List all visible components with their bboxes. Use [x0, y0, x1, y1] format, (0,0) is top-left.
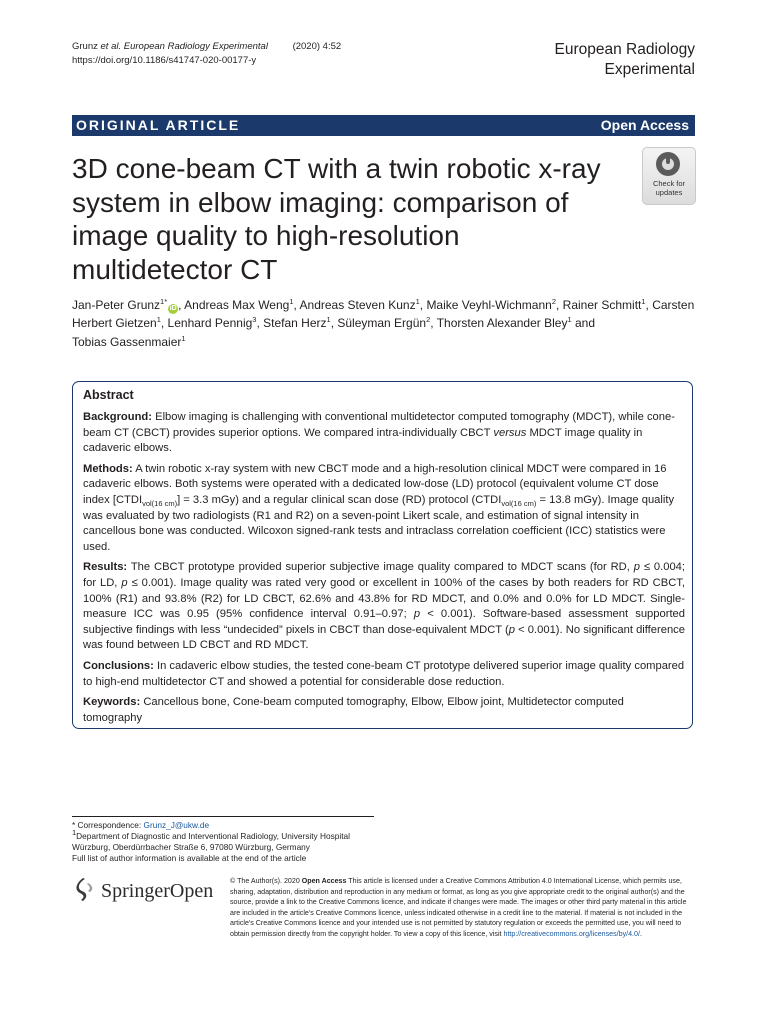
check-for-updates-badge[interactable] — [642, 147, 696, 205]
methods-sub1: vol(16 cm) — [142, 499, 178, 509]
author-affiliation: 2 — [551, 297, 556, 306]
author-affiliation: 1 — [156, 315, 161, 325]
license-end: . — [639, 929, 642, 938]
citation-et-al: et al. — [100, 41, 122, 52]
abstract-conclusions — [83, 659, 685, 690]
author-affiliation: 1 — [641, 297, 646, 306]
abstract-heading: Abstract — [83, 388, 134, 402]
article-type-banner — [72, 115, 695, 136]
author-name[interactable]: Rainer Schmitt — [562, 298, 642, 312]
footnote — [72, 820, 382, 864]
affiliation-text1: Department of Diagnostic and Interventional Radiology, University Hospital — [76, 831, 350, 841]
author-name[interactable]: Lenhard Pennig — [167, 316, 253, 331]
methods-sub2: vol(16 cm) — [501, 499, 537, 509]
author-name[interactable]: Thorsten Alexander Bley — [436, 316, 568, 331]
check-for-updates-label — [643, 180, 695, 197]
author-affiliation: 1 — [415, 297, 420, 306]
full-list-note: Full list of author information is available at the end of the article — [72, 853, 307, 863]
author-name[interactable]: Tobias Gassenmaier — [72, 334, 182, 349]
author-affiliation: 1 — [181, 333, 186, 343]
citation-journal: European Radiology Experimental — [123, 41, 268, 52]
author-list: Jan-Peter Grunz$^{1*}$iD , Andreas Max Weng$^1$, Andreas Steven Kunz$^1$, Maike Veyhl-Wichmann$^2$, Rainer Schmitt$^1$, Carsten Herbert Gietzen$^1$, Lenhard Pennig$^3$, Stefan Herz$^1$, Süleyman Ergün$^2$, Thorsten Alexander Bley$^1$ and Tobias Gassenmaier$^1$ — [72, 297, 695, 349]
author-affiliation: 1 — [326, 315, 331, 325]
author-affiliation: 1 — [567, 315, 572, 325]
orcid-icon[interactable]: iD — [169, 305, 177, 312]
background-text-b: MDCT image quality in cadaveric elbows. — [83, 426, 643, 455]
citation-year-issue: (2020) 4:52 — [292, 41, 342, 52]
affiliation-sup: 1 — [72, 828, 77, 838]
keywords-text: Cancellous bone, Cone-beam computed tomography, Elbow, Elbow joint, Multidetector computed tomography — [83, 696, 624, 724]
badge-line1: Check for — [652, 179, 686, 188]
author-name[interactable]: Maike Veyhl-Wichmann — [426, 298, 552, 312]
results-text-c: ≤ 0.001). Image quality was rated very good or excellent in 100% of the cases by both readers for RD CBCT, 100% (R1) and 93.8% (R2) for LD CBCT, 62.6% and 43.8% for RD MDCT, and 0.0% and 0.0% for LD MDCT. Single-measure ICC was 0.95 (95% confidence interval 0.91–0.97; — [83, 576, 685, 621]
author-name[interactable]: Andreas Max Weng — [184, 298, 290, 312]
license-open-access: Open Access — [301, 877, 347, 885]
journal-name-line1: European Radiology — [554, 41, 695, 58]
license-url-link[interactable]: http://creativecommons.org/licenses/by/4.0/ — [503, 929, 640, 938]
correspondence-line — [72, 820, 382, 831]
abstract-methods — [83, 462, 685, 556]
background-label: Background: — [83, 411, 152, 423]
methods-label: Methods: — [83, 462, 133, 475]
results-p1: p — [633, 561, 640, 574]
conclusions-text: In cadaveric elbow studies, the tested cone-beam CT prototype delivered superior image quality compared to high-end multidetector CT and showed a potential for considerable dose reduction. — [83, 659, 685, 688]
open-access-label: Open Access — [600, 117, 689, 133]
author-affiliation: 3 — [252, 315, 257, 325]
article-type-label: ORIGINAL ARTICLE — [76, 117, 241, 133]
results-label: Results: — [83, 561, 128, 574]
author-name[interactable]: Andreas Steven Kunz — [299, 298, 416, 312]
background-versus: versus — [493, 426, 527, 439]
running-header-citation — [72, 40, 341, 67]
correspondence-email-link[interactable]: Grunz_J@ukw.de — [143, 820, 210, 830]
author-affiliation: 1* — [160, 297, 168, 306]
springer-open-name: SpringerOpen — [101, 880, 214, 902]
results-text-e: < 0.001). No significant difference was found between LD CBCT and RD MDCT. — [83, 623, 685, 652]
article-title: 3D cone-beam CT with a twin robotic x-ray system in elbow imaging: comparison of image quality to high-resolution multidetector CT — [72, 153, 601, 285]
results-p2: p — [121, 576, 128, 589]
abstract-box — [72, 381, 693, 729]
author-affiliation: 2 — [426, 315, 431, 325]
affiliation-line2: Würzburg, Oberdürrbacher Straße 6, 97080 Würzburg, Germany — [72, 842, 310, 852]
correspondence-label: * Correspondence: — [72, 820, 142, 830]
results-p3: p — [413, 608, 421, 621]
author-name[interactable]: Stefan Herz — [263, 316, 327, 331]
author-name[interactable]: Süleyman Ergün — [337, 316, 427, 331]
journal-name — [455, 40, 695, 80]
conclusions-label: Conclusions: — [83, 659, 154, 672]
results-text-d: < 0.001). Software-based assessment supported subjective findings with less “undecided” pixels in CBCT than dose-equivalent MDCT ( — [83, 608, 685, 636]
abstract-background — [83, 410, 685, 457]
background-text-a: Elbow imaging is challenging with conventional multidetector computed tomography (MDCT), while cone-beam CT (CBCT) provides superior options. We compared intra-individually CBCT — [83, 411, 675, 439]
check-for-updates-icon — [656, 152, 680, 176]
springer-open-logo[interactable] — [72, 876, 217, 908]
footnote-divider — [72, 816, 374, 817]
journal-name-line2: Experimental — [604, 61, 695, 78]
results-p4: p — [508, 623, 515, 636]
abstract-results — [83, 560, 685, 654]
license-text — [230, 876, 695, 939]
license-copyright: © The Author(s). 2020 — [230, 877, 300, 885]
results-text-a: The CBCT prototype provided superior subjective image quality compared to MDCT scans (for RD, — [130, 561, 630, 574]
author-name[interactable]: Jan-Peter Grunz — [72, 298, 161, 312]
citation-author: Grunz — [72, 41, 98, 52]
affiliation-line1 — [72, 828, 382, 842]
citation-line — [72, 40, 341, 54]
license-body: This article is licensed under a Creative Commons Attribution 4.0 International License, which permits use, sharing, adaptation, distribution and reproduction in any medium or format, as long as you give appropriate credit to the original author(s) and the source, provide a link to the Creative Commons licence, and indicate if changes were made. The images or other third party material in this article are included in the article's Creative Commons licence, unless indicated otherwise in a credit line to the material. If material is not included in the article's Creative Commons licence and your intended use is not permitted by statutory regulation or exceeds the permitted use, you will need to obtain permission directly from the copyright holder. To view a copy of this licence, visit — [230, 877, 687, 938]
author-name[interactable]: Carsten Herbert Gietzen — [72, 298, 695, 331]
springer-open-logo-icon — [72, 877, 98, 903]
keywords-label: Keywords: — [83, 696, 141, 709]
results-text-b: ≤ 0.004; for LD, — [83, 561, 686, 589]
methods-text-a: A twin robotic x-ray system with new CBCT mode and a high-resolution clinical MDCT were compared in 16 cadaveric elbows. Both systems were operated with a dedicated low-dose (LD) protocol (equivalent volume CT dose index [CTDI — [83, 462, 667, 506]
author-affiliation: 1 — [289, 297, 294, 306]
methods-text-c: = 13.8 mGy). Image quality was evaluated by two radiologists (R1 and R2) on a seven-point Likert scale, and estimation of signal intensity in cancellous bone was conducted. Wilcoxon signed-rank tests and intraclass correlation coefficient (ICC) statistics were used. — [83, 493, 675, 553]
methods-text-b: ] = 3.3 mGy) and a regular clinical scan dose (RD) protocol (CTDI — [177, 493, 502, 506]
authors-joiner: and — [574, 316, 595, 331]
badge-line2: updates — [655, 187, 683, 197]
abstract-keywords — [83, 695, 685, 726]
doi-link[interactable]: https://doi.org/10.1186/s41747-020-00177-y — [72, 54, 257, 66]
